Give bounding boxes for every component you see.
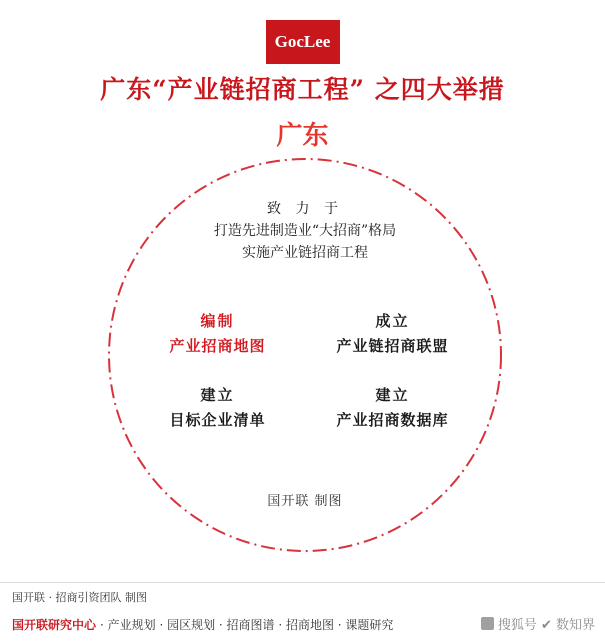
measure-name-4: 产业招商数据库: [336, 411, 449, 429]
measures-row-1: [110, 310, 500, 356]
lead-line-1: 致 力 于: [267, 201, 343, 217]
lead-statement: [110, 198, 500, 264]
measures-grid: [110, 310, 500, 458]
page-title: 广东“产业链招商工程” 之四大举措: [100, 75, 505, 104]
measure-name-3: 目标企业清单: [169, 411, 266, 429]
watermark-text: 搜狐号 ✔ 数知界: [497, 618, 595, 633]
logo-text: GocLee: [274, 32, 331, 51]
watermark-icon: [481, 617, 494, 630]
watermark: [481, 614, 595, 633]
footer-divider: [0, 582, 605, 583]
measure-verb-2: 成立: [375, 312, 410, 330]
measure-item-1: [130, 310, 305, 356]
goclee-logo: [266, 20, 340, 64]
lead-line-2: 打造先进制造业“大招商”格局: [213, 223, 397, 239]
lead-line-3: 实施产业链招商工程: [242, 245, 368, 261]
measure-name-2: 产业链招商联盟: [336, 337, 449, 355]
footer-brand: 国开联研究中心: [12, 618, 97, 632]
measures-row-2: [110, 384, 500, 430]
measure-item-2: [305, 310, 480, 356]
footer-note: 国开联 · 招商引资团队 制图: [12, 591, 147, 604]
measure-verb-3: 建立: [200, 386, 235, 404]
measure-name-1: 产业招商地图: [169, 337, 266, 355]
chart-credit: 国开联 制图: [267, 494, 343, 509]
measure-verb-4: 建立: [375, 386, 410, 404]
measure-verb-1: 编制: [200, 312, 235, 330]
measure-item-4: [305, 384, 480, 430]
page-subtitle: 广东: [276, 121, 329, 151]
measure-item-3: [130, 384, 305, 430]
footer-items: · 产业规划 · 园区规划 · 招商图谱 · 招商地图 · 课题研究: [100, 618, 394, 632]
diagram-content: [110, 160, 500, 550]
